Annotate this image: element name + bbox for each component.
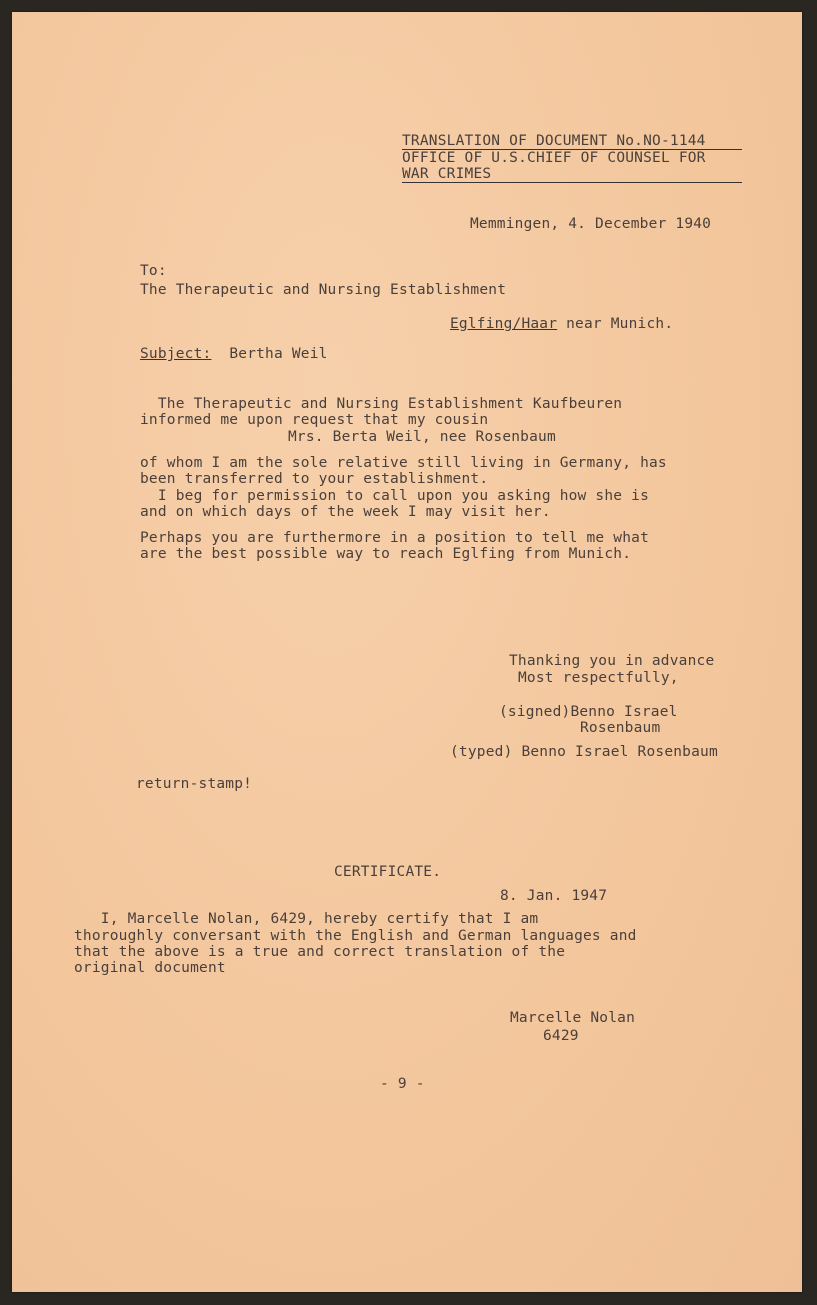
certificate-title: CERTIFICATE. [334,864,442,880]
closing-respectfully: Most respectfully, [518,670,679,686]
body-p4-l1: Perhaps you are furthermore in a position to tell me what [140,530,649,546]
closing-thanks: Thanking you in advance [509,653,715,669]
typed-name: (typed) Benno Israel Rosenbaum [450,744,718,760]
location-place: Eglfing/Haar [450,316,558,332]
to-label: To: [140,263,167,279]
subject-label: Subject: [140,346,212,362]
body-p3-l1: I beg for permission to call upon you asking how she is [140,488,649,504]
subject-line [140,346,328,362]
dateline: Memmingen, 4. December 1940 [470,216,712,232]
return-stamp: return-stamp! [136,776,253,792]
page-number: - 9 - [380,1076,425,1092]
subject-value: Bertha Weil [229,346,328,362]
header-line-2: OFFICE OF U.S.CHIEF OF COUNSEL FOR [402,150,706,166]
body-p2-l2: been transferred to your establishment. [140,471,489,487]
addressee: The Therapeutic and Nursing Establishment [140,282,507,298]
body-p1-l3: Mrs. Berta Weil, nee Rosenbaum [288,429,556,445]
document-page [12,12,802,1292]
body-p1-l2: informed me upon request that my cousin [140,412,489,428]
certificate-date: 8. Jan. 1947 [500,888,608,904]
certificate-signature-name: Marcelle Nolan [510,1010,636,1026]
location-line [450,316,673,332]
header-underline-2 [402,182,742,183]
location-rest: near Munich. [557,316,674,332]
signed-line-2: Rosenbaum [580,720,661,736]
certificate-line-2: thoroughly conversant with the English and German languages and [74,928,637,944]
header-line-1: TRANSLATION OF DOCUMENT No.NO-1144 [402,133,706,149]
certificate-signature-number: 6429 [543,1028,579,1044]
certificate-line-1: I, Marcelle Nolan, 6429, hereby certify that I am [74,911,539,927]
certificate-line-4: original document [74,960,226,976]
signed-line-1: (signed)Benno Israel [499,704,678,720]
certificate-line-3: that the above is a true and correct translation of the [74,944,566,960]
header-line-3: WAR CRIMES [402,166,492,182]
body-p4-l2: are the best possible way to reach Eglfing from Munich. [140,546,632,562]
body-p2-l1: of whom I am the sole relative still living in Germany, has [140,455,667,471]
body-p3-l2: and on which days of the week I may visit her. [140,504,551,520]
body-p1-l1: The Therapeutic and Nursing Establishment Kaufbeuren [140,396,623,412]
